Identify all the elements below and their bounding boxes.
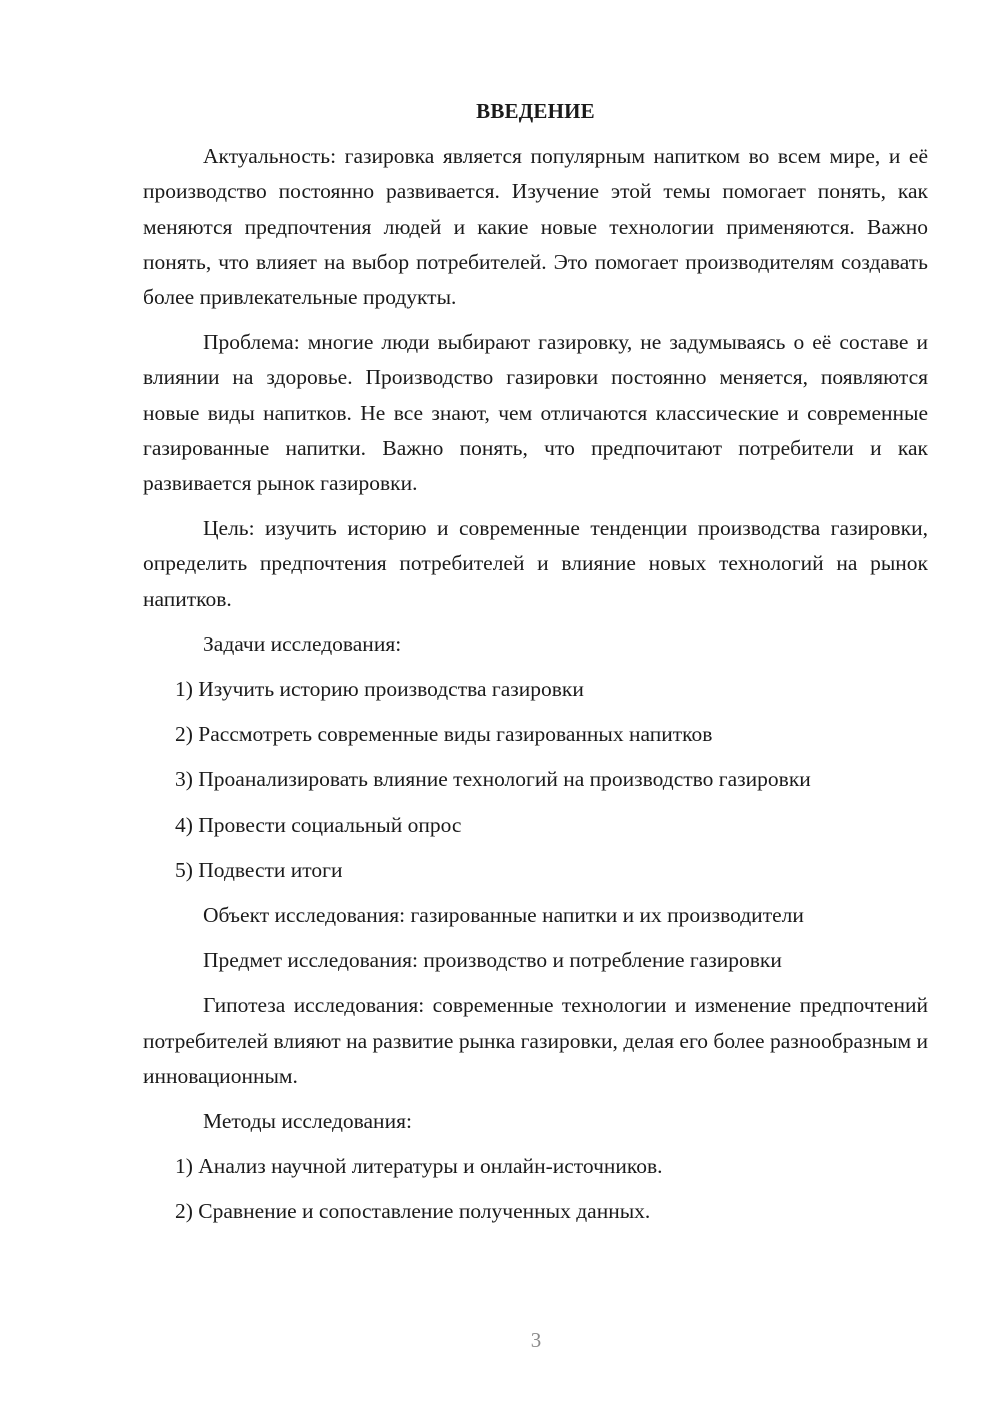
methods-list: [143, 1149, 928, 1229]
task-item: 3) Проанализировать влияние технологий на производство газировки: [175, 767, 811, 792]
tasks-list: [143, 672, 928, 888]
object-paragraph: Объект исследования: газированные напитки и их производители: [203, 903, 804, 928]
method-item: 2) Сравнение и сопоставление полученных данных.: [175, 1199, 651, 1224]
page-number: 3: [530, 1328, 542, 1352]
task-item: 5) Подвести итоги: [175, 857, 343, 882]
task-item: 2) Рассмотреть современные виды газированных напитков: [175, 722, 713, 747]
problem-paragraph: Проблема: многие люди выбирают газировку, не задумываясь о её составе и влиянии на здоровье. Производство газировки постоянно меняется, появляются новые виды напитков. Не все знают, чем отличаются классические и современные газированные напитки. Важно понять, что предпочитают потребители и как развивается рынок газировки.: [143, 330, 928, 496]
relevance-paragraph: Актуальность: газировка является популярным напитком во всем мире, и её производство постоянно развивается. Изучение этой темы помогает понять, как меняются предпочтения людей и какие новые технологии применяются. Важно понять, что влияет на выбор потребителей. Это помогает производителям создавать более привлекательные продукты.: [143, 144, 928, 310]
subject-paragraph: Предмет исследования: производство и потребление газировки: [203, 948, 782, 973]
task-item: 4) Провести социальный опрос: [175, 812, 462, 837]
goal-paragraph: Цель: изучить историю и современные тенденции производства газировки, определить предпочтения потребителей и влияние новых технологий на рынок напитков.: [143, 516, 928, 611]
hypothesis-paragraph: Гипотеза исследования: современные технологии и изменение предпочтений потребителей влияют на развитие рынка газировки, делая его более разнообразным и инновационным.: [143, 993, 928, 1088]
method-item: 1) Анализ научной литературы и онлайн-источников.: [175, 1154, 663, 1179]
page-content: [143, 94, 928, 1240]
section-heading: ВВЕДЕНИЕ: [476, 99, 595, 123]
task-item: 1) Изучить историю производства газировки: [175, 677, 584, 702]
tasks-title: Задачи исследования:: [203, 631, 402, 656]
methods-title: Методы исследования:: [203, 1109, 412, 1134]
